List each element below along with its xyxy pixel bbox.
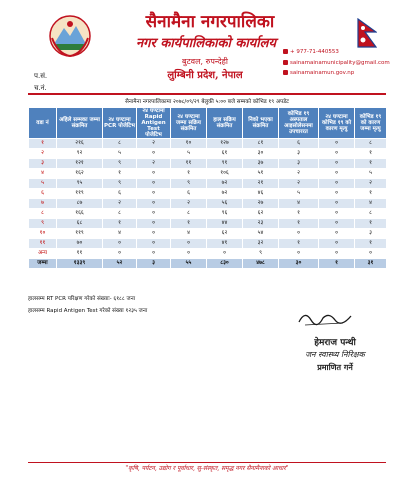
col-header: २४ घण्टामा PCR पोजेटिभ bbox=[103, 108, 137, 139]
table-row bbox=[29, 149, 387, 159]
table-cell: २३ bbox=[243, 219, 279, 229]
table-cell: १० bbox=[171, 139, 207, 149]
table-cell: ११ bbox=[57, 249, 103, 259]
table-cell: ९२ bbox=[57, 149, 103, 159]
total-cell: ३ bbox=[137, 259, 171, 269]
table-cell: ६ bbox=[279, 139, 319, 149]
ward-label-cell: अन्य bbox=[29, 249, 57, 259]
table-cell: ८ bbox=[171, 209, 207, 219]
footer-divider bbox=[28, 462, 386, 463]
table-cell: ४१ bbox=[207, 239, 243, 249]
table-cell: १ bbox=[355, 189, 387, 199]
table-cell: ७२ bbox=[207, 189, 243, 199]
table-row bbox=[29, 219, 387, 229]
table-cell: ० bbox=[355, 249, 387, 259]
table-cell: ४४ bbox=[207, 219, 243, 229]
table-cell: ८ bbox=[355, 209, 387, 219]
rapid-test-note: हालसम्म Rapid Antigen Test गरेको संख्या १२३५ जना bbox=[28, 308, 148, 314]
table-cell: ० bbox=[319, 179, 355, 189]
table-total-row bbox=[29, 259, 387, 269]
table-cell: २ bbox=[355, 179, 387, 189]
table-cell: ११९ bbox=[57, 229, 103, 239]
table-cell: ६२ bbox=[243, 209, 279, 219]
table-cell: ० bbox=[319, 239, 355, 249]
table-cell: १ bbox=[171, 169, 207, 179]
table-cell: १ bbox=[103, 219, 137, 229]
table-cell: २१६ bbox=[57, 139, 103, 149]
table-cell: ६८ bbox=[57, 219, 103, 229]
col-header: २४ घण्टामा Rapid Antigen Test पोजेटिभ bbox=[137, 108, 171, 139]
table-cell: ५ bbox=[279, 189, 319, 199]
table-cell: ४ bbox=[171, 229, 207, 239]
table-cell: ० bbox=[137, 249, 171, 259]
table-cell: ० bbox=[137, 209, 171, 219]
ward-label-cell: ४ bbox=[29, 169, 57, 179]
table-cell: ८ bbox=[103, 209, 137, 219]
table-cell: ० bbox=[319, 249, 355, 259]
table-cell: १ bbox=[279, 219, 319, 229]
table-cell: ० bbox=[137, 169, 171, 179]
col-header: अहिले सम्मका जम्मा संक्रमित bbox=[57, 108, 103, 139]
table-cell: ० bbox=[137, 149, 171, 159]
table-cell: १ bbox=[355, 159, 387, 169]
table-cell: १२७ bbox=[207, 139, 243, 149]
table-row bbox=[29, 189, 387, 199]
ward-label-cell: २ bbox=[29, 149, 57, 159]
table-cell: ० bbox=[279, 249, 319, 259]
table-row bbox=[29, 209, 387, 219]
table-cell: १६२ bbox=[57, 169, 103, 179]
table-row bbox=[29, 169, 387, 179]
ward-label-cell: ११ bbox=[29, 239, 57, 249]
table-cell: ४ bbox=[103, 229, 137, 239]
email-icon bbox=[283, 60, 288, 65]
table-cell: ० bbox=[319, 209, 355, 219]
table-cell: ८ bbox=[355, 139, 387, 149]
cn-label: च.नं. bbox=[34, 84, 47, 92]
col-header: २४ घण्टामा कोभिड १९ को कारण मृत्यु bbox=[319, 108, 355, 139]
covid-update-table bbox=[28, 107, 387, 269]
total-cell: ५५ bbox=[171, 259, 207, 269]
table-caption: सैनामैना नगरपालिकामा २०७८/०९/२९ बेलुकी ५:०० बजे सम्मको कोभिड १९ अपडेट bbox=[125, 99, 289, 105]
table-cell: ० bbox=[279, 229, 319, 239]
table-cell: ३ bbox=[279, 159, 319, 169]
signatory-role: जन स्वास्थ्य निरिक्षक bbox=[305, 350, 365, 359]
nepal-emblem-icon bbox=[48, 14, 92, 58]
table-cell: ६२ bbox=[207, 229, 243, 239]
table-cell: १ bbox=[279, 209, 319, 219]
table-cell: १२१ bbox=[57, 159, 103, 169]
col-header: निको भएका संक्रमित bbox=[243, 108, 279, 139]
table-cell: ७२ bbox=[207, 179, 243, 189]
table-row bbox=[29, 179, 387, 189]
table-row bbox=[29, 159, 387, 169]
ps-label: प.सं. bbox=[34, 72, 48, 80]
footer-slogan: "कृषि, पर्यटन, उद्योग र पूर्वाधार, सु-संस्कृत, समृद्ध नगर सैनामैनाको आधार" bbox=[125, 465, 289, 472]
table-cell: ८ bbox=[103, 139, 137, 149]
table-cell: ३० bbox=[243, 149, 279, 159]
office-address: बुटवल, रुपन्देही bbox=[182, 57, 228, 66]
table-cell: ० bbox=[319, 189, 355, 199]
table-cell: ३७ bbox=[243, 159, 279, 169]
table-cell: २ bbox=[279, 179, 319, 189]
total-cell: ४७८ bbox=[243, 259, 279, 269]
table-cell: १ bbox=[355, 239, 387, 249]
total-cell: ५२ bbox=[103, 259, 137, 269]
table-row bbox=[29, 239, 387, 249]
table-cell: ० bbox=[319, 139, 355, 149]
table-cell: ० bbox=[137, 219, 171, 229]
table-cell: ० bbox=[103, 239, 137, 249]
table-cell: ० bbox=[137, 239, 171, 249]
col-header: कोभिड १९ को कारण जम्मा मृत्यु bbox=[355, 108, 387, 139]
table-cell: २ bbox=[103, 199, 137, 209]
total-cell: ८३० bbox=[207, 259, 243, 269]
table-cell: १ bbox=[103, 169, 137, 179]
table-cell: २ bbox=[137, 139, 171, 149]
table-cell: ५६ bbox=[207, 199, 243, 209]
table-cell: ० bbox=[137, 229, 171, 239]
ward-label-cell: ७ bbox=[29, 199, 57, 209]
ward-label-cell: १ bbox=[29, 139, 57, 149]
table-cell: १ bbox=[279, 239, 319, 249]
table-cell: ३ bbox=[279, 149, 319, 159]
table-row bbox=[29, 249, 387, 259]
table-cell: ३ bbox=[355, 229, 387, 239]
table-cell: ० bbox=[137, 189, 171, 199]
table-cell: ७० bbox=[57, 239, 103, 249]
table-cell: १ bbox=[355, 149, 387, 159]
table-cell: ४ bbox=[355, 199, 387, 209]
table-cell: ११९ bbox=[57, 189, 103, 199]
total-cell: १३३९ bbox=[57, 259, 103, 269]
table-cell: ० bbox=[319, 149, 355, 159]
table-cell: २ bbox=[171, 199, 207, 209]
table-cell: २ bbox=[279, 169, 319, 179]
table-cell: ५ bbox=[103, 149, 137, 159]
table-cell: ६ bbox=[171, 189, 207, 199]
table-cell: ९१ bbox=[207, 159, 243, 169]
table-cell: ० bbox=[319, 229, 355, 239]
ward-label-cell: ८ bbox=[29, 209, 57, 219]
ward-label-cell: ९ bbox=[29, 219, 57, 229]
table-cell: ६१ bbox=[207, 149, 243, 159]
table-cell: ३२ bbox=[243, 239, 279, 249]
table-cell: २७ bbox=[243, 199, 279, 209]
table-cell: २ bbox=[137, 159, 171, 169]
col-header: हाल सक्रिय संक्रमित bbox=[207, 108, 243, 139]
table-row bbox=[29, 229, 387, 239]
table-cell: ८७ bbox=[57, 199, 103, 209]
ward-label-cell: १० bbox=[29, 229, 57, 239]
table-cell: ९ bbox=[243, 249, 279, 259]
table-cell: ९ bbox=[103, 159, 137, 169]
total-cell: ३० bbox=[279, 259, 319, 269]
province-line: लुम्बिनी प्रदेश, नेपाल bbox=[167, 70, 243, 81]
table-cell: ० bbox=[319, 169, 355, 179]
table-header-row bbox=[29, 108, 387, 139]
table-cell: ११ bbox=[171, 159, 207, 169]
phone-contact: + 977-71-440553 bbox=[283, 49, 339, 55]
table-cell: ० bbox=[137, 199, 171, 209]
table-cell: ९६ bbox=[207, 209, 243, 219]
table-cell: ० bbox=[207, 249, 243, 259]
total-cell: जम्मा bbox=[29, 259, 57, 269]
col-header: वडा नं bbox=[29, 108, 57, 139]
col-header: कोभिड १९ अस्पताल आइसोलेसनमा उपचाररत bbox=[279, 108, 319, 139]
table-cell: ० bbox=[171, 249, 207, 259]
table-cell: ० bbox=[319, 159, 355, 169]
table-cell: ५४ bbox=[243, 229, 279, 239]
col-header: २४ घण्टामा जम्मा सक्रिय संक्रमित bbox=[171, 108, 207, 139]
total-cell: ३१ bbox=[355, 259, 387, 269]
table-cell: ० bbox=[319, 199, 355, 209]
table-cell: ० bbox=[137, 179, 171, 189]
table-cell: १ bbox=[355, 219, 387, 229]
globe-icon bbox=[283, 70, 288, 75]
municipality-title: सैनामैना नगरपालिका bbox=[145, 12, 275, 32]
table-cell: ५ bbox=[355, 169, 387, 179]
table-cell: ५ bbox=[171, 149, 207, 159]
table-cell: ५१ bbox=[243, 169, 279, 179]
table-cell: ४६ bbox=[243, 189, 279, 199]
ward-label-cell: ६ bbox=[29, 189, 57, 199]
table-cell: ० bbox=[319, 219, 355, 229]
table-cell: २१ bbox=[243, 179, 279, 189]
table-cell: १६६ bbox=[57, 209, 103, 219]
table-cell: ९ bbox=[103, 179, 137, 189]
table-cell: ६ bbox=[103, 189, 137, 199]
nepal-flag-icon bbox=[357, 18, 377, 48]
table-cell: ९ bbox=[171, 179, 207, 189]
pcr-test-note: हालसम्म RT PCR परिक्षण गरेको संख्याः- ६१८८ जना bbox=[28, 296, 136, 302]
office-subtitle: नगर कार्यपालिकाको कार्यालय bbox=[135, 36, 277, 51]
signatory-name: हेमराज पन्थी bbox=[314, 338, 356, 348]
table-cell: ९५ bbox=[57, 179, 103, 189]
table-cell: १ bbox=[171, 219, 207, 229]
table-cell: ० bbox=[103, 249, 137, 259]
table-cell: ४ bbox=[279, 199, 319, 209]
attestation-label: प्रमाणित गर्ने bbox=[317, 362, 353, 372]
table-cell: ८१ bbox=[243, 139, 279, 149]
table-cell: १०६ bbox=[207, 169, 243, 179]
email-contact: sainamainamunicipality@gmail.com bbox=[283, 60, 390, 66]
table-row bbox=[29, 199, 387, 209]
table-cell: ० bbox=[171, 239, 207, 249]
ward-label-cell: ३ bbox=[29, 159, 57, 169]
phone-icon bbox=[283, 49, 288, 54]
signature-mark bbox=[295, 308, 355, 328]
header-divider bbox=[28, 93, 386, 95]
ward-label-cell: ५ bbox=[29, 179, 57, 189]
total-cell: १ bbox=[319, 259, 355, 269]
website-contact[interactable]: sainamainamun.gov.np bbox=[283, 70, 354, 76]
table-row bbox=[29, 139, 387, 149]
